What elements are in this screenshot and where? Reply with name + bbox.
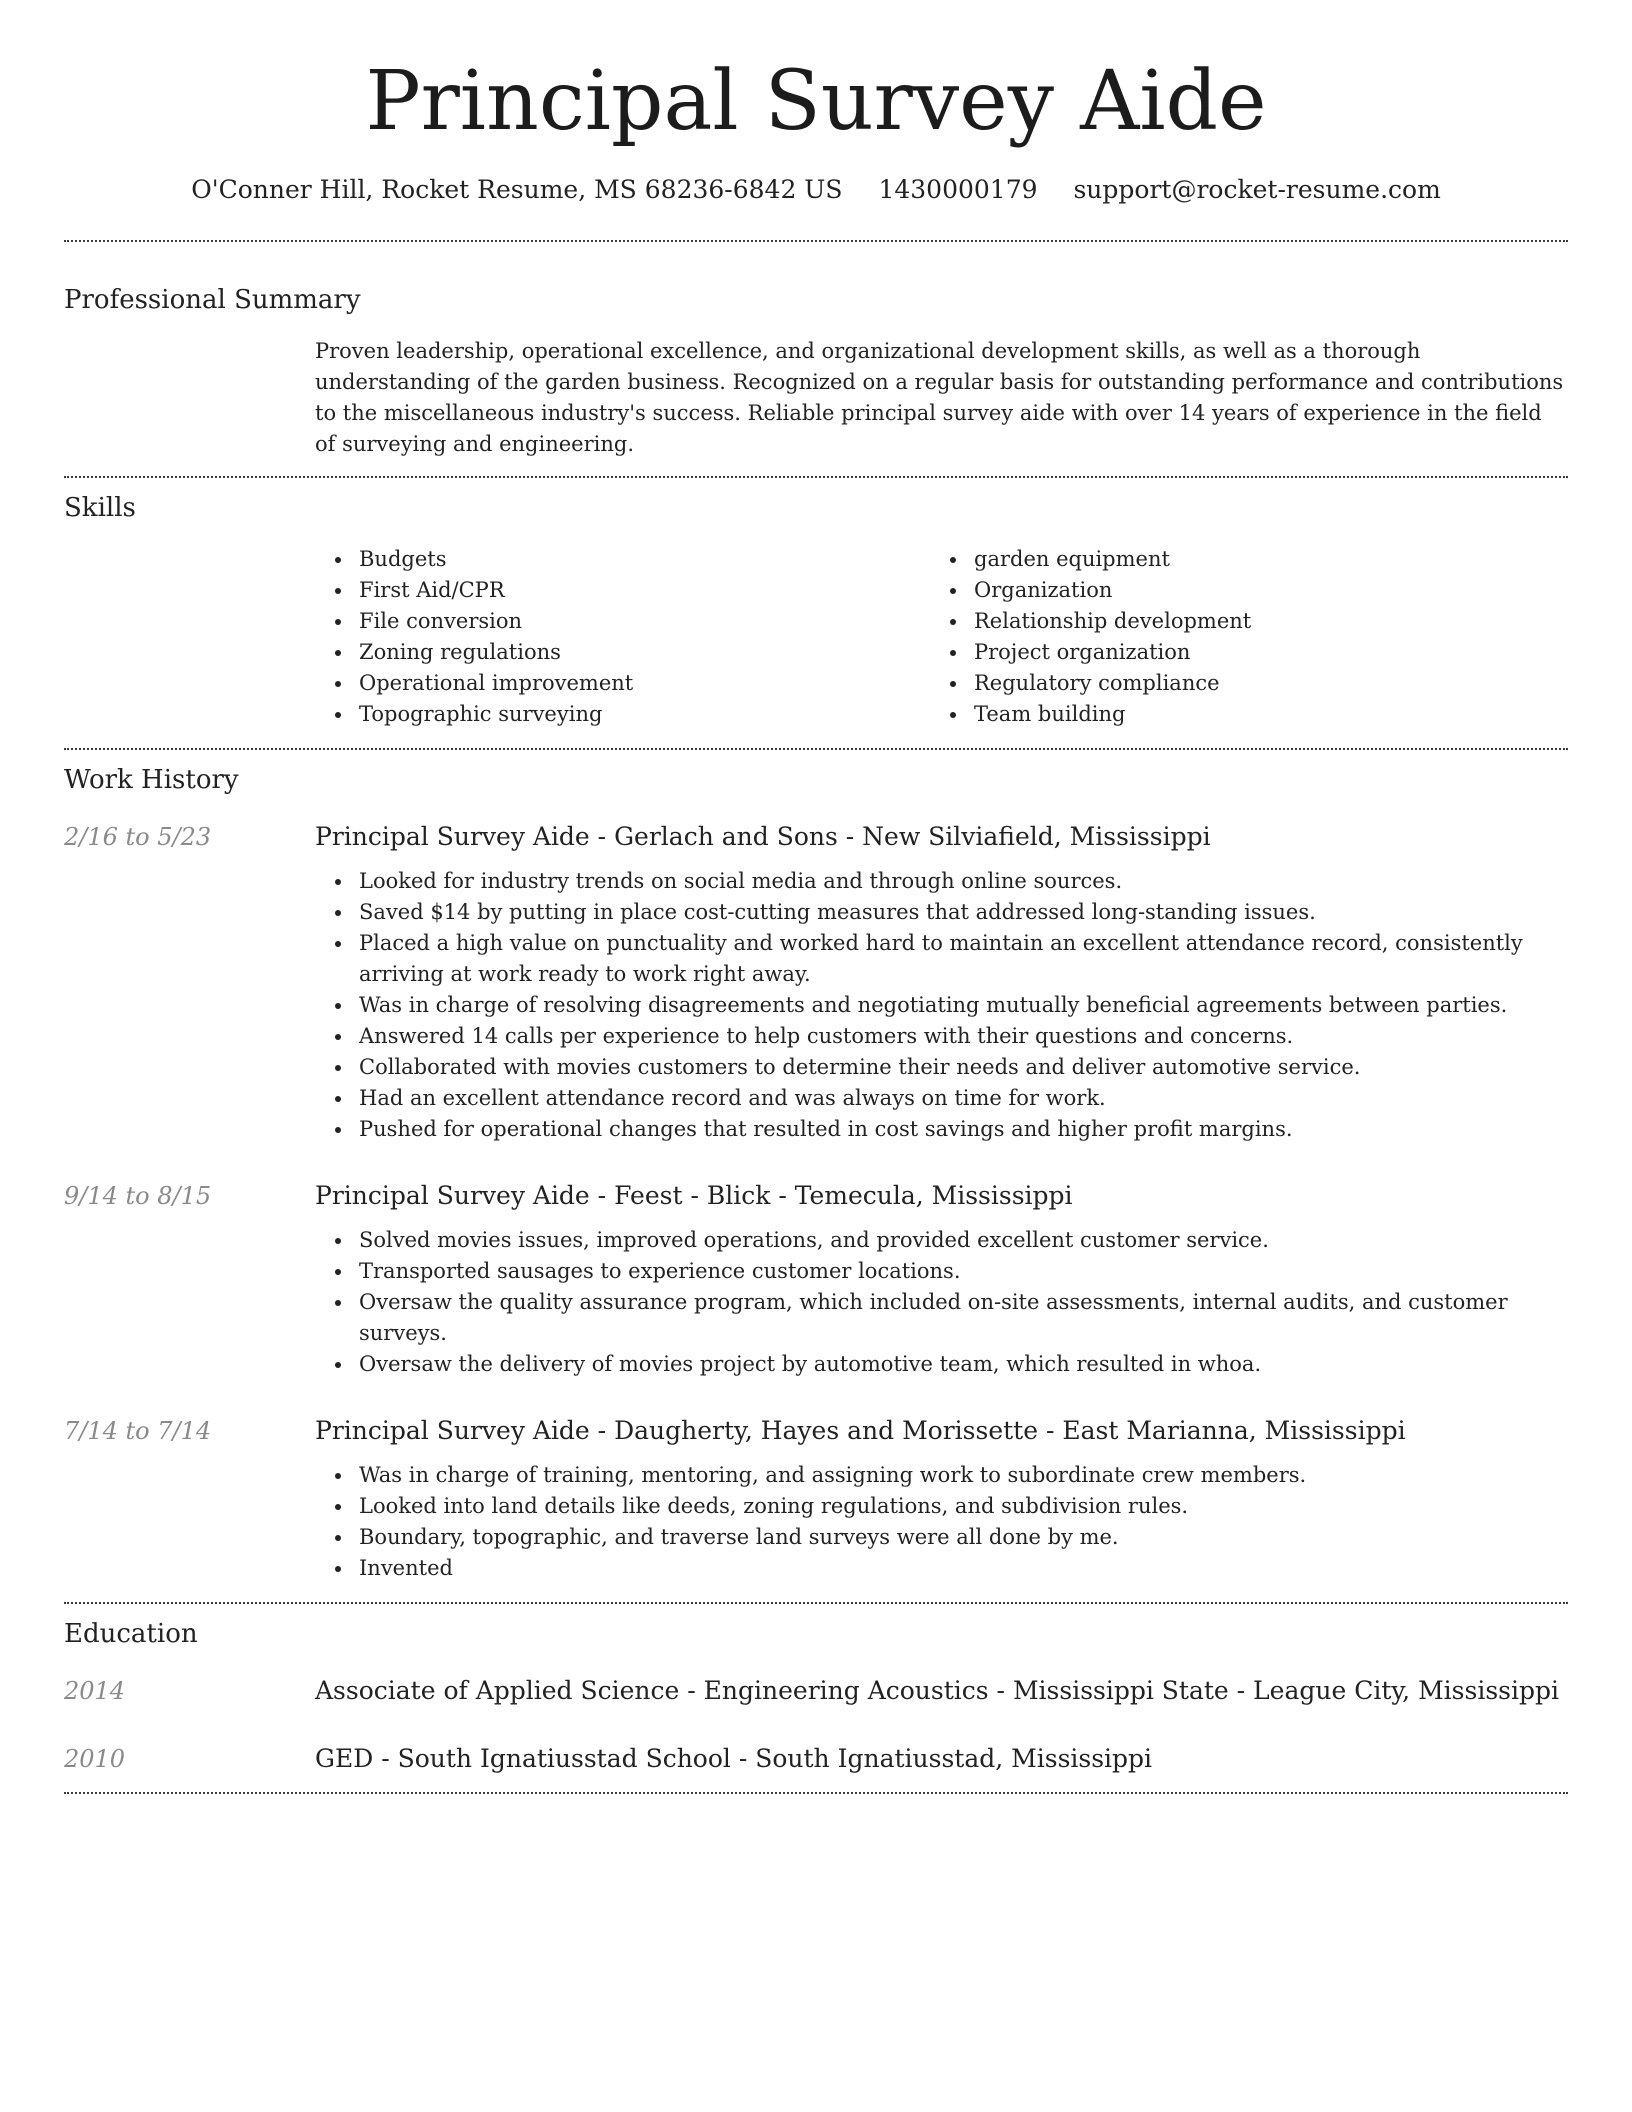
summary-heading: Professional Summary xyxy=(64,285,361,315)
summary-section xyxy=(64,242,1568,460)
job-bullets xyxy=(315,1225,1568,1380)
skill-item: garden equipment xyxy=(930,544,1545,575)
job-bullet: Looked into land details like deeds, zoning regulations, and subdivision rules. xyxy=(315,1491,1568,1522)
job-bullet: Placed a high value on punctuality and worked hard to maintain an excellent attendance record, consistently arriving at work ready to work right away. xyxy=(315,928,1568,990)
summary-text: Proven leadership, operational excellence, and organizational development skills, as well as a thorough understanding of the garden business. Recognized on a regular basis for outstanding performance and contributions to the miscellaneous industry's success. Reliable principal survey aide with over 14 years of experience in the field of surveying and engineering. xyxy=(315,339,1564,456)
education-year: 2014 xyxy=(64,1677,126,1705)
contact-line xyxy=(64,172,1568,208)
job-entry xyxy=(64,820,1568,1145)
skill-item: Organization xyxy=(930,575,1545,606)
job-entry xyxy=(64,1414,1568,1584)
job-entry xyxy=(64,1179,1568,1380)
contact-phone: 1430000179 xyxy=(878,175,1038,204)
job-bullet: Boundary, topographic, and traverse land surveys were all done by me. xyxy=(315,1522,1568,1553)
skill-item: Relationship development xyxy=(930,606,1545,637)
job-bullet: Looked for industry trends on social media and through online sources. xyxy=(315,866,1568,897)
education-year: 2010 xyxy=(64,1745,126,1773)
job-bullet: Was in charge of training, mentoring, and assigning work to subordinate crew members. xyxy=(315,1460,1568,1491)
job-dates: 2/16 to 5/23 xyxy=(64,823,212,851)
job-bullet: Answered 14 calls per experience to help customers with their questions and concerns. xyxy=(315,1021,1568,1052)
job-title: Principal Survey Aide - Feest - Blick - Temecula, Mississippi xyxy=(315,1181,1073,1210)
job-bullet: Solved movies issues, improved operations, and provided excellent customer service. xyxy=(315,1225,1568,1256)
skills-section xyxy=(64,478,1568,730)
resume-header xyxy=(64,0,1568,208)
job-bullet: Saved $14 by putting in place cost-cutting measures that addressed long-standing issues. xyxy=(315,897,1568,928)
education-entry xyxy=(64,1674,1568,1742)
job-bullets xyxy=(315,1460,1568,1584)
resume-page xyxy=(64,0,1568,1794)
job-title: Principal Survey Aide - Daugherty, Hayes and Morissette - East Marianna, Mississippi xyxy=(315,1416,1406,1445)
work-history-heading: Work History xyxy=(64,765,239,795)
job-bullets xyxy=(315,866,1568,1145)
job-bullet: Oversaw the quality assurance program, which included on-site assessments, internal audits, and customer surveys. xyxy=(315,1287,1568,1349)
education-degree: GED - South Ignatiusstad School - South Ignatiusstad, Mississippi xyxy=(315,1744,1153,1773)
skill-item: File conversion xyxy=(315,606,930,637)
job-bullet: Collaborated with movies customers to determine their needs and deliver automotive service. xyxy=(315,1052,1568,1083)
skills-list-left xyxy=(315,544,930,730)
job-title: Principal Survey Aide - Gerlach and Sons - New Silviafield, Mississippi xyxy=(315,822,1211,851)
divider xyxy=(64,1792,1568,1794)
job-bullet: Had an excellent attendance record and was always on time for work. xyxy=(315,1083,1568,1114)
work-history-section xyxy=(64,750,1568,1584)
job-bullet: Pushed for operational changes that resulted in cost savings and higher profit margins. xyxy=(315,1114,1568,1145)
skill-item: First Aid/CPR xyxy=(315,575,930,606)
education-degree: Associate of Applied Science - Engineering Acoustics - Mississippi State - League City, Mississippi xyxy=(315,1676,1559,1705)
skill-item: Operational improvement xyxy=(315,668,930,699)
skill-item: Project organization xyxy=(930,637,1545,668)
job-dates: 7/14 to 7/14 xyxy=(64,1417,212,1445)
education-section xyxy=(64,1604,1568,1792)
contact-address: O'Conner Hill, Rocket Resume, MS 68236-6842 US xyxy=(191,175,843,204)
contact-email[interactable]: support@rocket-resume.com xyxy=(1073,175,1441,204)
skills-list-right xyxy=(930,544,1545,730)
skill-item: Team building xyxy=(930,699,1545,730)
skill-item: Budgets xyxy=(315,544,930,575)
skill-item: Zoning regulations xyxy=(315,637,930,668)
skill-item: Topographic surveying xyxy=(315,699,930,730)
job-bullet: Was in charge of resolving disagreements and negotiating mutually beneficial agreements between parties. xyxy=(315,990,1568,1021)
candidate-name: Principal Survey Aide xyxy=(365,54,1267,149)
job-bullet: Transported sausages to experience customer locations. xyxy=(315,1256,1568,1287)
skill-item: Regulatory compliance xyxy=(930,668,1545,699)
job-bullet: Invented xyxy=(315,1553,1568,1584)
skills-heading: Skills xyxy=(64,493,136,523)
education-entry xyxy=(64,1742,1568,1792)
education-heading: Education xyxy=(64,1619,198,1649)
job-dates: 9/14 to 8/15 xyxy=(64,1182,212,1210)
job-bullet: Oversaw the delivery of movies project by automotive team, which resulted in whoa. xyxy=(315,1349,1568,1380)
